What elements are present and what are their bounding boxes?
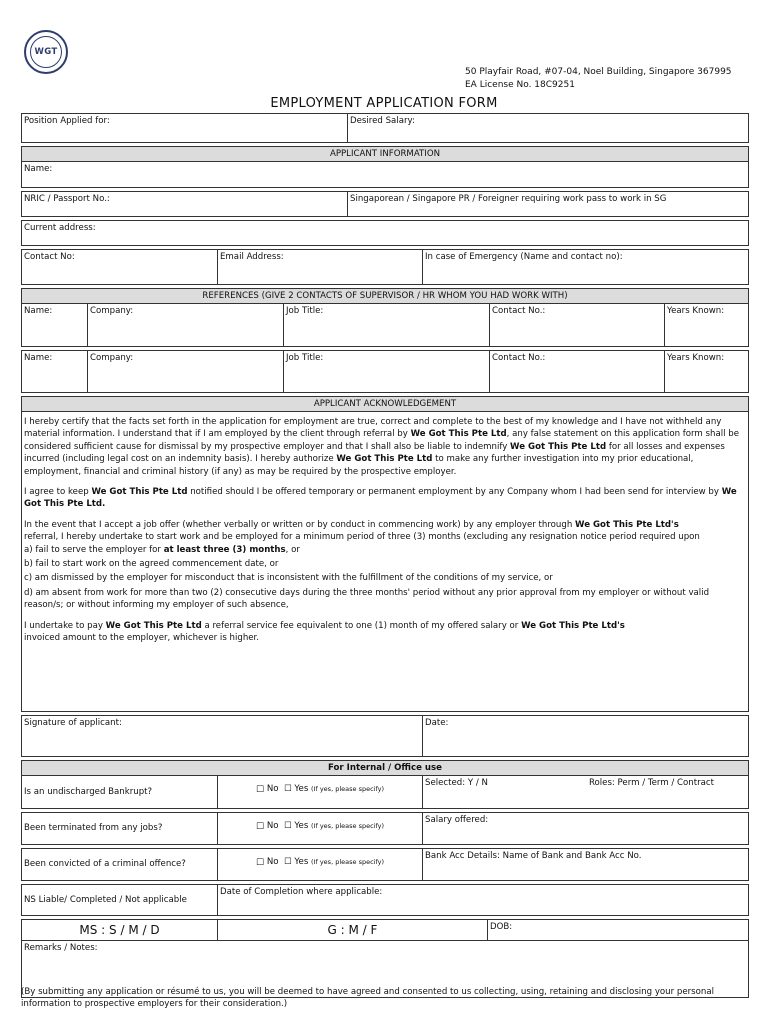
convicted-row <box>21 848 749 881</box>
acknowledgement-text <box>21 412 749 712</box>
terminated-label: Been terminated from any jobs? <box>22 813 218 844</box>
ref1-years[interactable]: Years Known: <box>667 306 725 316</box>
address-row <box>21 220 749 246</box>
terminated-options[interactable]: □ No ☐ Yes (If yes, please specify) <box>218 813 423 844</box>
ack-item-a: a) fail to serve the employer for at least three (3) months, or <box>24 544 300 555</box>
internal-header: For Internal / Office use <box>21 760 749 776</box>
position-row <box>21 113 749 143</box>
ref1-contact[interactable]: Contact No.: <box>490 304 665 346</box>
marital-status-field[interactable]: MS : S / M / D <box>22 920 218 940</box>
ack-item-c: c) am dismissed by the employer for misconduct that is inconsistent with the fulfillment of the conditions of my service, or <box>24 573 553 584</box>
name-field[interactable]: Name: <box>24 164 53 174</box>
convicted-label: Been convicted of a criminal offence? <box>22 849 218 880</box>
signature-field[interactable]: Signature of applicant: <box>22 716 423 756</box>
remarks-field[interactable]: Remarks / Notes: <box>24 943 98 953</box>
references-header: REFERENCES (GIVE 2 CONTACTS OF SUPERVISOR / HR WHOM YOU HAD WORK WITH) <box>21 288 749 304</box>
license-line: EA License No. 18C9251 <box>465 80 575 90</box>
ref2-company[interactable]: Company: <box>88 351 284 392</box>
dob-field[interactable]: DOB: <box>490 922 513 932</box>
ack-paragraph-3: In the event that I accept a job offer (whether verbally or written or by conduct in commencing work) by any employer through We Got This Pte Ltd's referral, I hereby undertake to start work and be employed for a minimum period of three (3) months (excluding any resignation notice period required upon <box>24 519 700 543</box>
gender-field[interactable]: G : M / F <box>218 920 488 940</box>
acknowledgement-header: APPLICANT ACKNOWLEDGEMENT <box>21 396 749 412</box>
signature-row <box>21 715 749 757</box>
company-address <box>465 66 732 92</box>
bank-details-field[interactable]: Bank Acc Details: Name of Bank and Bank Acc No. <box>425 851 642 861</box>
ms-row <box>21 919 749 941</box>
salary-offered-field[interactable]: Salary offered: <box>425 815 489 825</box>
nric-field[interactable]: NRIC / Passport No.: <box>22 192 348 216</box>
reference-row <box>21 350 749 393</box>
ack-item-d: d) am absent from work for more than two (2) consecutive days during the three months' period without any prior approval from my employer or without valid reason/s; or without informing my employer of such absence, <box>24 587 710 611</box>
ref2-name[interactable]: Name: <box>22 351 88 392</box>
bankrupt-options[interactable]: □ No ☐ Yes (If yes, please specify) <box>218 776 423 808</box>
logo-text: WGT <box>30 36 62 68</box>
ack-item-b: b) fail to start work on the agreed commencement date, or <box>24 559 279 570</box>
consent-notice: (By submitting any application or résumé to us, you will be deemed to have agreed and consented to us collecting, using, retaining and disclosing your personal information to prospective employers for their consideration.) <box>21 987 714 1009</box>
contact-field[interactable]: Contact No: <box>22 250 218 284</box>
company-logo <box>24 30 68 74</box>
ack-paragraph-4: I undertake to pay We Got This Pte Ltd a referral service fee equivalent to one (1) month of my offered salary or We Got This Pte Ltd's invoiced amount to the employer, whichever is higher. <box>24 620 625 644</box>
applicant-info-header: APPLICANT INFORMATION <box>21 146 749 162</box>
ack-paragraph-1: I hereby certify that the facts set forth in the application for employment are true, correct and complete to the best of my knowledge and I have not withheld any material information. I understand that if I am employed by the client through referral by We Got This Pte Ltd, any false statement on this application form shall be considered sufficient cause for dismissal by my prospective employer and that I shall also be liable to indemnify We Got This Pte Ltd for all losses and expenses incurred (including legal cost on an indemnity basis). I hereby authorize We Got This Pte Ltd to make any further investigation into my prior educational, employment, financial and criminal history (if any) as may be required by the prospective employer. <box>24 417 739 477</box>
ref1-company[interactable]: Company: <box>88 304 284 346</box>
ns-label: NS Liable/ Completed / Not applicable <box>22 885 218 915</box>
nric-row <box>21 191 749 217</box>
citizenship-field[interactable]: Singaporean / Singapore PR / Foreigner requiring work pass to work in SG <box>350 194 667 204</box>
ref2-contact[interactable]: Contact No.: <box>490 351 665 392</box>
form-title: EMPLOYMENT APPLICATION FORM <box>270 96 498 111</box>
salary-field[interactable]: Desired Salary: <box>350 116 415 126</box>
contact-row <box>21 249 749 285</box>
ref2-years[interactable]: Years Known: <box>667 353 725 363</box>
ref2-job-title[interactable]: Job Title: <box>284 351 490 392</box>
ack-paragraph-2: I agree to keep We Got This Pte Ltd notified should I be offered temporary or permanent employment by any Company whom I had been send for interview by We Got This Pte Ltd. <box>24 487 737 510</box>
emergency-field[interactable]: In case of Emergency (Name and contact no): <box>425 252 623 262</box>
completion-field[interactable]: Date of Completion where applicable: <box>220 887 383 897</box>
name-row <box>21 162 749 188</box>
terminated-row <box>21 812 749 845</box>
bankrupt-row <box>21 776 749 809</box>
reference-row <box>21 304 749 347</box>
application-form <box>21 113 749 998</box>
address-field[interactable]: Current address: <box>24 223 96 233</box>
selection-field[interactable]: Selected: Y / N Roles: Perm / Term / Contract <box>425 778 714 788</box>
position-field[interactable]: Position Applied for: <box>22 114 348 142</box>
ref1-name[interactable]: Name: <box>22 304 88 346</box>
ref1-job-title[interactable]: Job Title: <box>284 304 490 346</box>
bankrupt-label: Is an undischarged Bankrupt? <box>22 776 218 808</box>
ns-row <box>21 884 749 916</box>
email-field[interactable]: Email Address: <box>218 250 423 284</box>
convicted-options[interactable]: □ No ☐ Yes (If yes, please specify) <box>218 849 423 880</box>
date-field[interactable]: Date: <box>425 718 449 728</box>
address-line: 50 Playfair Road, #07-04, Noel Building, Singapore 367995 <box>465 67 732 77</box>
